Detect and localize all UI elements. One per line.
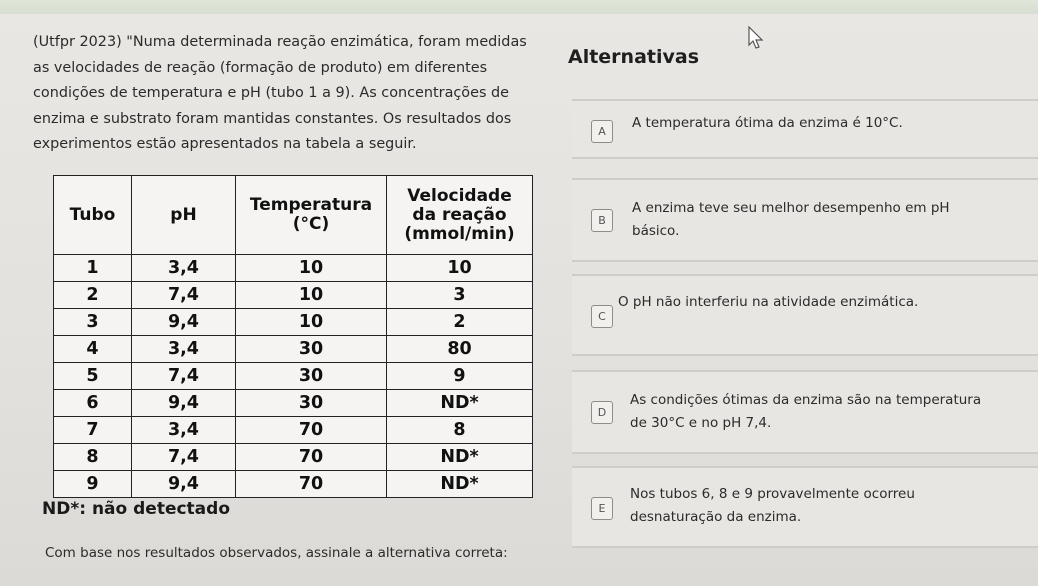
cell-temperatura: 10 [236,255,387,282]
results-table [53,175,533,498]
alternative-d[interactable] [572,370,1038,454]
cell-velocidade: 10 [387,255,533,282]
header-ph: pH [132,176,236,255]
alternative-text: A temperatura ótima da enzima é 10°C. [632,115,903,131]
cell-ph: 3,4 [132,336,236,363]
alternative-letter-c[interactable]: C [591,305,613,328]
question-line: condições de temperatura e pH (tubo 1 a 9). As concentrações de [33,85,510,101]
cell-velocidade: ND* [387,444,533,471]
header-velocidade: Velocidade da reação (mmol/min) [387,176,533,255]
alternative-text: A enzima teve seu melhor desempenho em pH básico. [632,200,950,239]
cell-temperatura: 30 [236,390,387,417]
cell-tubo: 8 [54,444,132,471]
cell-temperatura: 10 [236,282,387,309]
cell-velocidade: 3 [387,282,533,309]
alternative-a[interactable] [572,99,1038,159]
cell-velocidade: 9 [387,363,533,390]
table-row [54,282,533,309]
cell-ph: 9,4 [132,309,236,336]
header-tubo: Tubo [54,176,132,255]
cell-temperatura: 70 [236,417,387,444]
alternatives-title: Alternativas [568,46,700,68]
cell-tubo: 2 [54,282,132,309]
cell-tubo: 9 [54,471,132,498]
cell-temperatura: 30 [236,336,387,363]
cell-tubo: 7 [54,417,132,444]
cell-velocidade: ND* [387,471,533,498]
cell-tubo: 6 [54,390,132,417]
table-row [54,390,533,417]
question-statement [33,30,533,158]
cell-temperatura: 30 [236,363,387,390]
alternative-e[interactable] [572,466,1038,548]
alternative-letter-b[interactable]: B [591,209,613,232]
cell-ph: 3,4 [132,417,236,444]
mouse-cursor-icon [748,26,764,50]
cell-temperatura: 10 [236,309,387,336]
alternative-b[interactable] [572,178,1038,262]
table-header-row [54,176,533,255]
header-temperatura: Temperatura (°C) [236,176,387,255]
cell-ph: 7,4 [132,282,236,309]
question-line: experimentos estão apresentados na tabela a seguir. [33,136,417,152]
cell-tubo: 3 [54,309,132,336]
alternative-text: As condições ótimas da enzima são na temperatura de 30°C e no pH 7,4. [630,392,982,431]
cell-velocidade: 2 [387,309,533,336]
question-line: enzima e substrato foram mantidas constantes. Os resultados dos [33,110,512,127]
question-line: (Utfpr 2023) "Numa determinada reação enzimática, foram medidas [33,34,527,50]
cell-velocidade: 8 [387,417,533,444]
cell-temperatura: 70 [236,444,387,471]
top-band [0,0,1038,14]
cell-ph: 9,4 [132,471,236,498]
cell-temperatura: 70 [236,471,387,498]
table-row [54,471,533,498]
cell-ph: 7,4 [132,363,236,390]
alternative-letter-d[interactable]: D [591,401,613,424]
alternative-letter-e[interactable]: E [591,497,613,520]
cell-tubo: 5 [54,363,132,390]
question-prompt: Com base nos resultados observados, assinale a alternativa correta: [45,545,508,561]
alternative-text: Nos tubos 6, 8 e 9 provavelmente ocorreu desnaturação da enzima. [630,486,915,525]
cell-tubo: 1 [54,255,132,282]
cell-tubo: 4 [54,336,132,363]
alternative-text: O pH não interferiu na atividade enzimática. [618,294,919,310]
cell-velocidade: 80 [387,336,533,363]
question-line: as velocidades de reação (formação de produto) em diferentes [33,59,488,76]
cell-ph: 9,4 [132,390,236,417]
table-row [54,417,533,444]
cell-ph: 3,4 [132,255,236,282]
cell-velocidade: ND* [387,390,533,417]
table-row [54,309,533,336]
alternative-c[interactable] [572,274,1038,356]
table-row [54,444,533,471]
table-row [54,255,533,282]
table-row [54,336,533,363]
cell-ph: 7,4 [132,444,236,471]
table-row [54,363,533,390]
nd-footnote: ND*: não detectado [42,499,230,519]
alternative-letter-a[interactable]: A [591,120,613,143]
